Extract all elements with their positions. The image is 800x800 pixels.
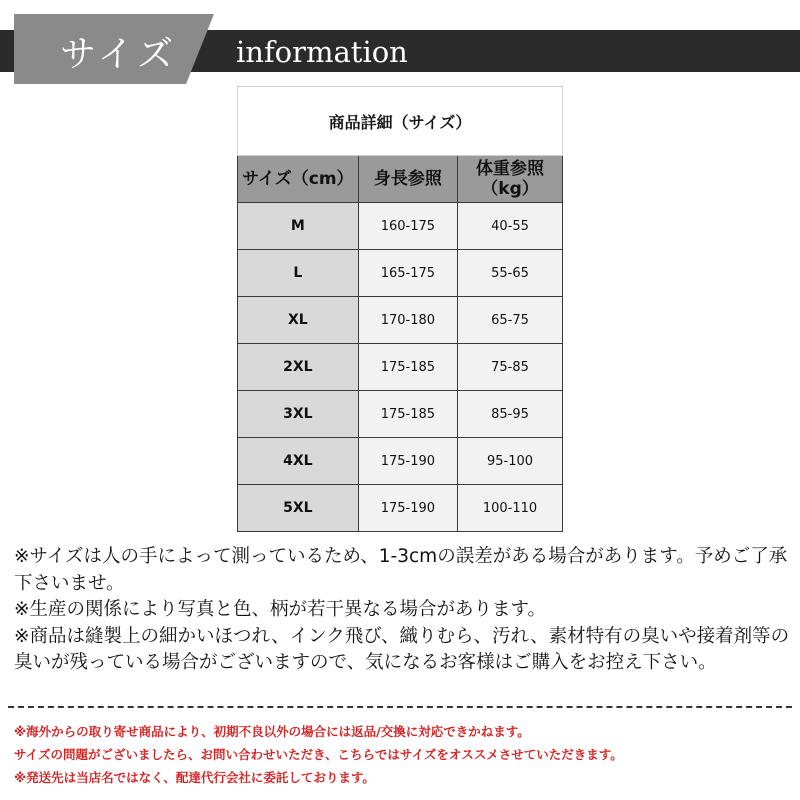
size-cell: XL: [238, 297, 359, 344]
height-cell: 170-180: [358, 297, 457, 344]
column-header-size: サイズ（cm）: [238, 156, 359, 203]
note-measurement: ※サイズは人の手によって測っているため、1-3cmの誤差がある場合があります。予めご了承下さいませ。: [14, 546, 788, 594]
warning-returns: ※海外からの取り寄せ商品により、初期不良以外の場合には返品/交換に対応できかねます。: [14, 724, 530, 739]
table-caption: 商品詳細（サイズ）: [238, 87, 563, 156]
weight-cell: 85-95: [458, 391, 563, 438]
size-cell: 4XL: [238, 438, 359, 485]
weight-cell: 40-55: [458, 203, 563, 250]
notes-section: [14, 544, 794, 677]
divider: [8, 706, 792, 708]
note-defects: ※商品は縫製上の細かいほつれ、インク飛び、織りむら、汚れ、素材特有の臭いや接着剤等の臭いが残っている場合がございますので、気になるお客様はご購入をお控え下さい。: [14, 625, 790, 673]
height-cell: 165-175: [358, 250, 457, 297]
banner-subtitle: information: [236, 35, 408, 69]
column-header-height: 身長参照: [358, 156, 457, 203]
height-cell: 175-185: [358, 391, 457, 438]
table-row: [238, 250, 563, 297]
weight-cell: 100-110: [458, 485, 563, 532]
size-cell: 5XL: [238, 485, 359, 532]
warning-section: [14, 720, 794, 789]
table-row: [238, 203, 563, 250]
weight-cell: 65-75: [458, 297, 563, 344]
header-banner: [0, 14, 800, 84]
table-row: [238, 391, 563, 438]
size-table: [237, 86, 563, 532]
size-cell: M: [238, 203, 359, 250]
weight-cell: 95-100: [458, 438, 563, 485]
table-row: [238, 485, 563, 532]
height-cell: 160-175: [358, 203, 457, 250]
table-row: [238, 297, 563, 344]
size-cell: 2XL: [238, 344, 359, 391]
weight-cell: 55-65: [458, 250, 563, 297]
banner-title: サイズ: [60, 34, 178, 75]
size-cell: L: [238, 250, 359, 297]
warning-size: サイズの問題がございましたら、お問い合わせいただき、こちらではサイズをオススメさせていただきます。: [14, 747, 623, 762]
size-cell: 3XL: [238, 391, 359, 438]
height-cell: 175-190: [358, 485, 457, 532]
height-cell: 175-185: [358, 344, 457, 391]
note-color: ※生産の関係により写真と色、柄が若干異なる場合があります。: [14, 599, 547, 620]
column-header-weight: 体重参照 （kg）: [458, 156, 563, 203]
warning-shipping: ※発送先は当店名ではなく、配達代行会社に委託しております。: [14, 770, 375, 785]
table-row: [238, 438, 563, 485]
height-cell: 175-190: [358, 438, 457, 485]
table-row: [238, 344, 563, 391]
table-header-row: [238, 156, 563, 203]
weight-cell: 75-85: [458, 344, 563, 391]
